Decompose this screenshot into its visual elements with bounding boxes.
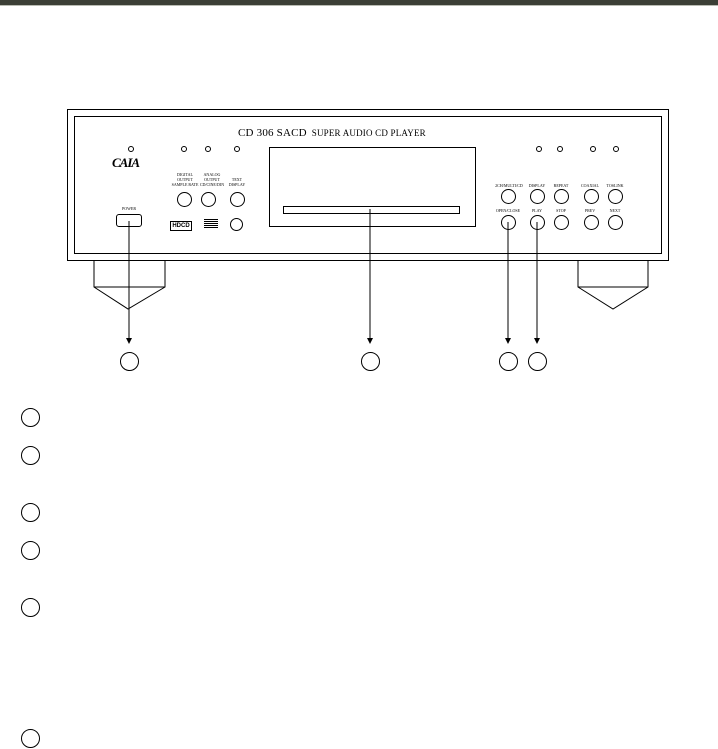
button-label-next: NEXT bbox=[609, 208, 621, 213]
button-label-display: DISPLAY bbox=[528, 183, 546, 188]
legend-bullet bbox=[21, 408, 40, 427]
button-label-2ch: 2CH/MULTI/CD bbox=[495, 183, 523, 188]
legend-bullet bbox=[21, 541, 40, 560]
power-label: POWER bbox=[122, 206, 136, 211]
button-label-sample-rate: DIGITAL OUTPUT SAMPLE RATE bbox=[171, 172, 199, 187]
callout-circle-power bbox=[120, 352, 139, 371]
legend-bullet bbox=[21, 503, 40, 522]
button-label-open-close: OPEN/CLOSE bbox=[495, 208, 521, 213]
button-label-text-display: TEXT DISPLAY bbox=[228, 177, 246, 187]
arrowhead-tray bbox=[367, 338, 373, 344]
callout-circle-play bbox=[528, 352, 547, 371]
button-label-stop: STOP bbox=[556, 208, 566, 213]
button-label-repeat: REPEAT bbox=[553, 183, 569, 188]
button-label-analog-output: ANALOG OUTPUT CD/CINE/DIN bbox=[199, 172, 225, 187]
callout-circle-open-close bbox=[499, 352, 518, 371]
arrowhead-play bbox=[534, 338, 540, 344]
model-name: CD 306 SACD bbox=[238, 127, 307, 139]
arrowhead-open-close bbox=[505, 338, 511, 344]
model-subtitle: SUPER AUDIO CD PLAYER bbox=[311, 128, 426, 138]
callout-circle-tray bbox=[361, 352, 380, 371]
hdcd-logo-text: HDCD bbox=[172, 223, 190, 229]
brand-logo-text: CAIA bbox=[112, 155, 140, 170]
legend-bullet bbox=[21, 729, 40, 748]
legend-bullet bbox=[21, 446, 40, 465]
arrowhead-power bbox=[126, 338, 132, 344]
button-label-play: PLAY bbox=[531, 208, 543, 213]
button-label-coaxial: COAXIAL bbox=[581, 183, 599, 188]
legend-bullet bbox=[21, 598, 40, 617]
right-foot bbox=[578, 261, 648, 309]
button-label-prev: PREV bbox=[584, 208, 596, 213]
button-label-toslink: TOSLINK bbox=[606, 183, 624, 188]
